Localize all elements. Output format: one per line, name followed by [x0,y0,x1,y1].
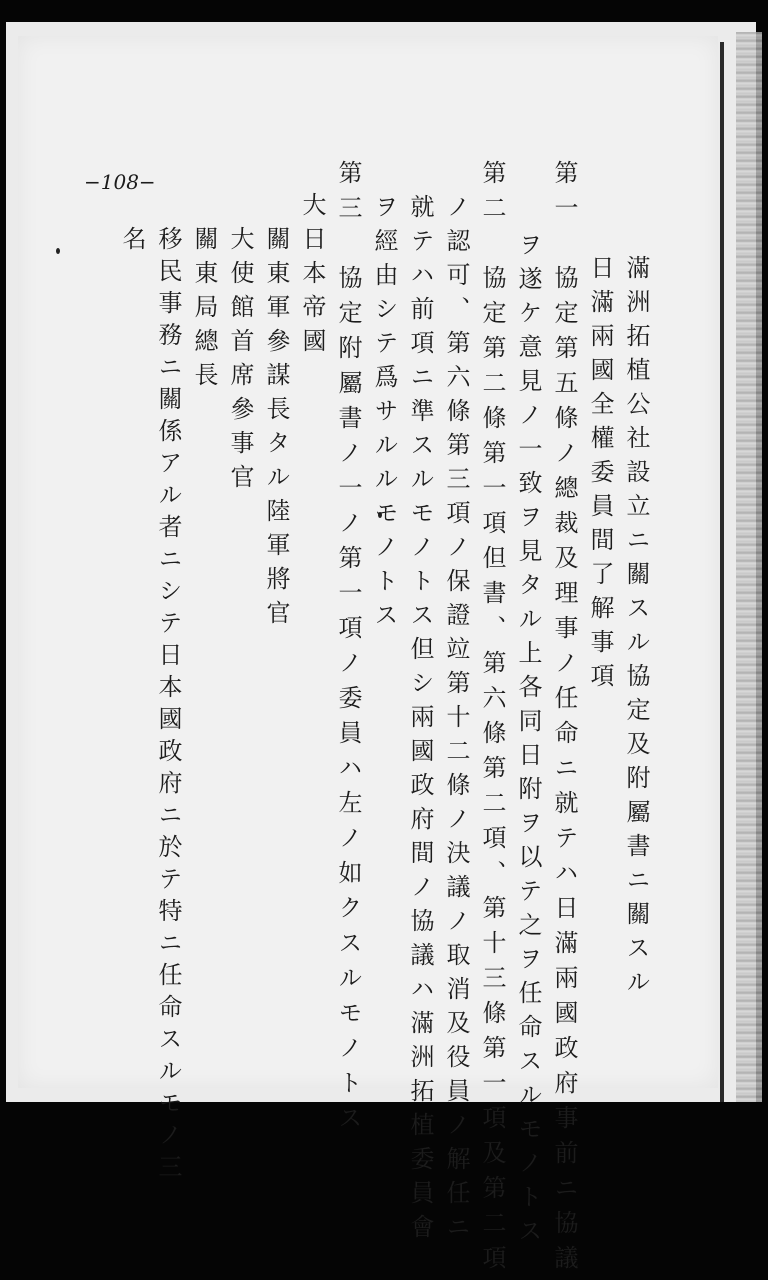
doc-line-7: 就テハ前項ニ準スルモノトス但シ兩國政府間ノ協議ハ滿洲拓植委員會 [406,194,434,1248]
page-edge [720,42,724,1102]
doc-line-1: 滿洲拓植公社設立ニ關スル協定及附屬書ニ關スル [622,255,650,1003]
doc-line-3: 第一 協定第五條ノ總裁及理事ノ任命ニ就テハ日滿兩國政府事前ニ協議 [550,160,578,1280]
doc-line-15: 名 [118,226,146,260]
doc-line-13: 關東局總長 [190,226,218,396]
doc-line-5: 第二 協定第二條第一項但書、第六條第二項、第十三條第一項及第二項 [478,160,506,1280]
doc-line-14: 移民事務ニ關係アル者ニシテ日本國政府ニ於テ特ニ任命スルモノ三 [154,226,182,1186]
doc-line-8: ヲ經由シテ爲サルルモノトス [370,194,398,636]
doc-line-12: 大使館首席參事官 [226,226,254,498]
doc-line-10: 大日本帝國 [298,192,326,362]
doc-line-2: 日滿兩國全權委員間了解事項 [586,255,614,697]
doc-line-11: 關東軍參謀長タル陸軍將官 [262,226,290,634]
doc-line-9: 第三 協定附屬書ノ一ノ第一項ノ委員ハ左ノ如クスルモノトス [334,160,362,1140]
doc-line-6: ノ認可、第六條第三項ノ保證竝第十二條ノ決議ノ取消及役員ノ解任ニ [442,194,470,1248]
page-number: −108− [84,170,156,194]
doc-line-4: ヲ遂ケ意見ノ一致ヲ見タル上各同日附ヲ以テ之ヲ任命スルモノトス [514,232,542,1252]
ink-dot [56,248,60,254]
book-binding [736,32,762,1102]
